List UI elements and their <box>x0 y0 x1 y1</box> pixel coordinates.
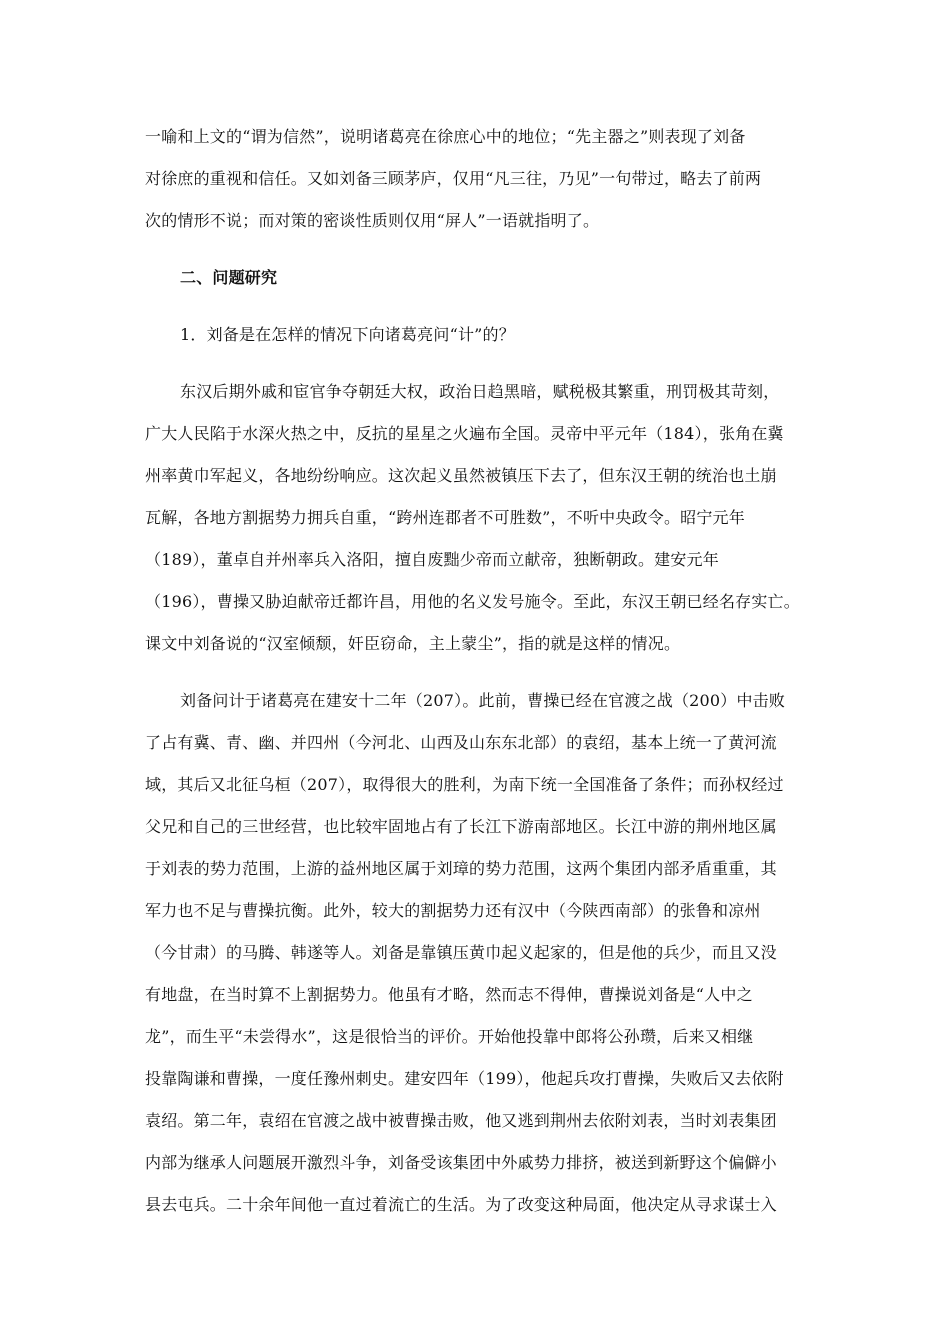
body-line: 投靠陶谦和曹操，一度任豫州刺史。建安四年（199），他起兵攻打曹操，失败后又去依附 <box>145 1069 784 1088</box>
question-heading: 1．刘备是在怎样的情况下向诸葛亮问“计”的？ <box>180 325 515 344</box>
paragraph-first-line: 东汉后期外戚和宦官争夺朝廷大权，政治日趋黑暗，赋税极其繁重，刑罚极其苛刻， <box>180 382 780 401</box>
paragraph-first-line: 刘备问计于诸葛亮在建安十二年（207）。此前，曹操已经在官渡之战（200）中击败 <box>180 691 786 710</box>
body-line: 龙”，而生平“未尝得水”，这是很恰当的评价。开始他投靠中郎将公孙瓒，后来又相继 <box>145 1027 754 1046</box>
body-line: 县去屯兵。二十余年间他一直过着流亡的生活。为了改变这种局面，他决定从寻求谋士入 <box>145 1195 777 1214</box>
body-line: 内部为继承人问题展开激烈斗争，刘备受该集团中外戚势力排挤，被送到新野这个偏僻小 <box>145 1153 777 1172</box>
body-line: 域，其后又北征乌桓（207），取得很大的胜利，为南下统一全国准备了条件；而孙权经过 <box>145 775 784 794</box>
body-line: 一喻和上文的“谓为信然”，说明诸葛亮在徐庶心中的地位；“先主器之”则表现了刘备 <box>145 127 746 146</box>
body-line: 有地盘，在当时算不上割据势力。他虽有才略，然而志不得伸，曹操说刘备是“人中之 <box>145 985 753 1004</box>
body-line: 了占有冀、青、幽、并四州（今河北、山西及山东东北部）的袁绍，基本上统一了黄河流 <box>145 733 777 752</box>
body-line: （189），董卓自并州率兵入洛阳，擅自废黜少帝而立献帝，独断朝政。建安元年 <box>145 550 719 569</box>
body-line: 父兄和自己的三世经营，也比较牢固地占有了长江下游南部地区。长江中游的荆州地区属 <box>145 817 777 836</box>
body-line: 广大人民陷于水深火热之中，反抗的星星之火遍布全国。灵帝中平元年（184），张角在冀 <box>145 424 784 443</box>
body-line: 袁绍。第二年，袁绍在官渡之战中被曹操击败，他又逃到荆州去依附刘表，当时刘表集团 <box>145 1111 777 1130</box>
section-heading: 二、问题研究 <box>180 268 278 287</box>
body-line: 州率黄巾军起义，各地纷纷响应。这次起义虽然被镇压下去了，但东汉王朝的统治也土崩 <box>145 466 777 485</box>
body-line: 对徐庶的重视和信任。又如刘备三顾茅庐，仅用“凡三往，乃见”一句带过，略去了前两 <box>145 169 762 188</box>
body-line: （今甘肃）的马腾、韩遂等人。刘备是靠镇压黄巾起义起家的，但是他的兵少，而且又没 <box>145 943 777 962</box>
body-line: 军力也不足与曹操抗衡。此外，较大的割据势力还有汉中（今陕西南部）的张鲁和凉州 <box>145 901 761 920</box>
body-line: 瓦解，各地方割据势力拥兵自重，“跨州连郡者不可胜数”，不听中央政令。昭宁元年 <box>145 508 745 527</box>
body-line: 次的情形不说；而对策的密谈性质则仅用“屏人”一语就指明了。 <box>145 211 600 230</box>
body-line: （196），曹操又胁迫献帝迁都许昌，用他的名义发号施令。至此，东汉王朝已经名存实亡。 <box>145 592 800 611</box>
body-line: 课文中刘备说的“汉室倾颓，奸臣窃命，主上蒙尘”，指的就是这样的情况。 <box>145 634 681 653</box>
body-line: 于刘表的势力范围，上游的益州地区属于刘璋的势力范围，这两个集团内部矛盾重重，其 <box>145 859 777 878</box>
